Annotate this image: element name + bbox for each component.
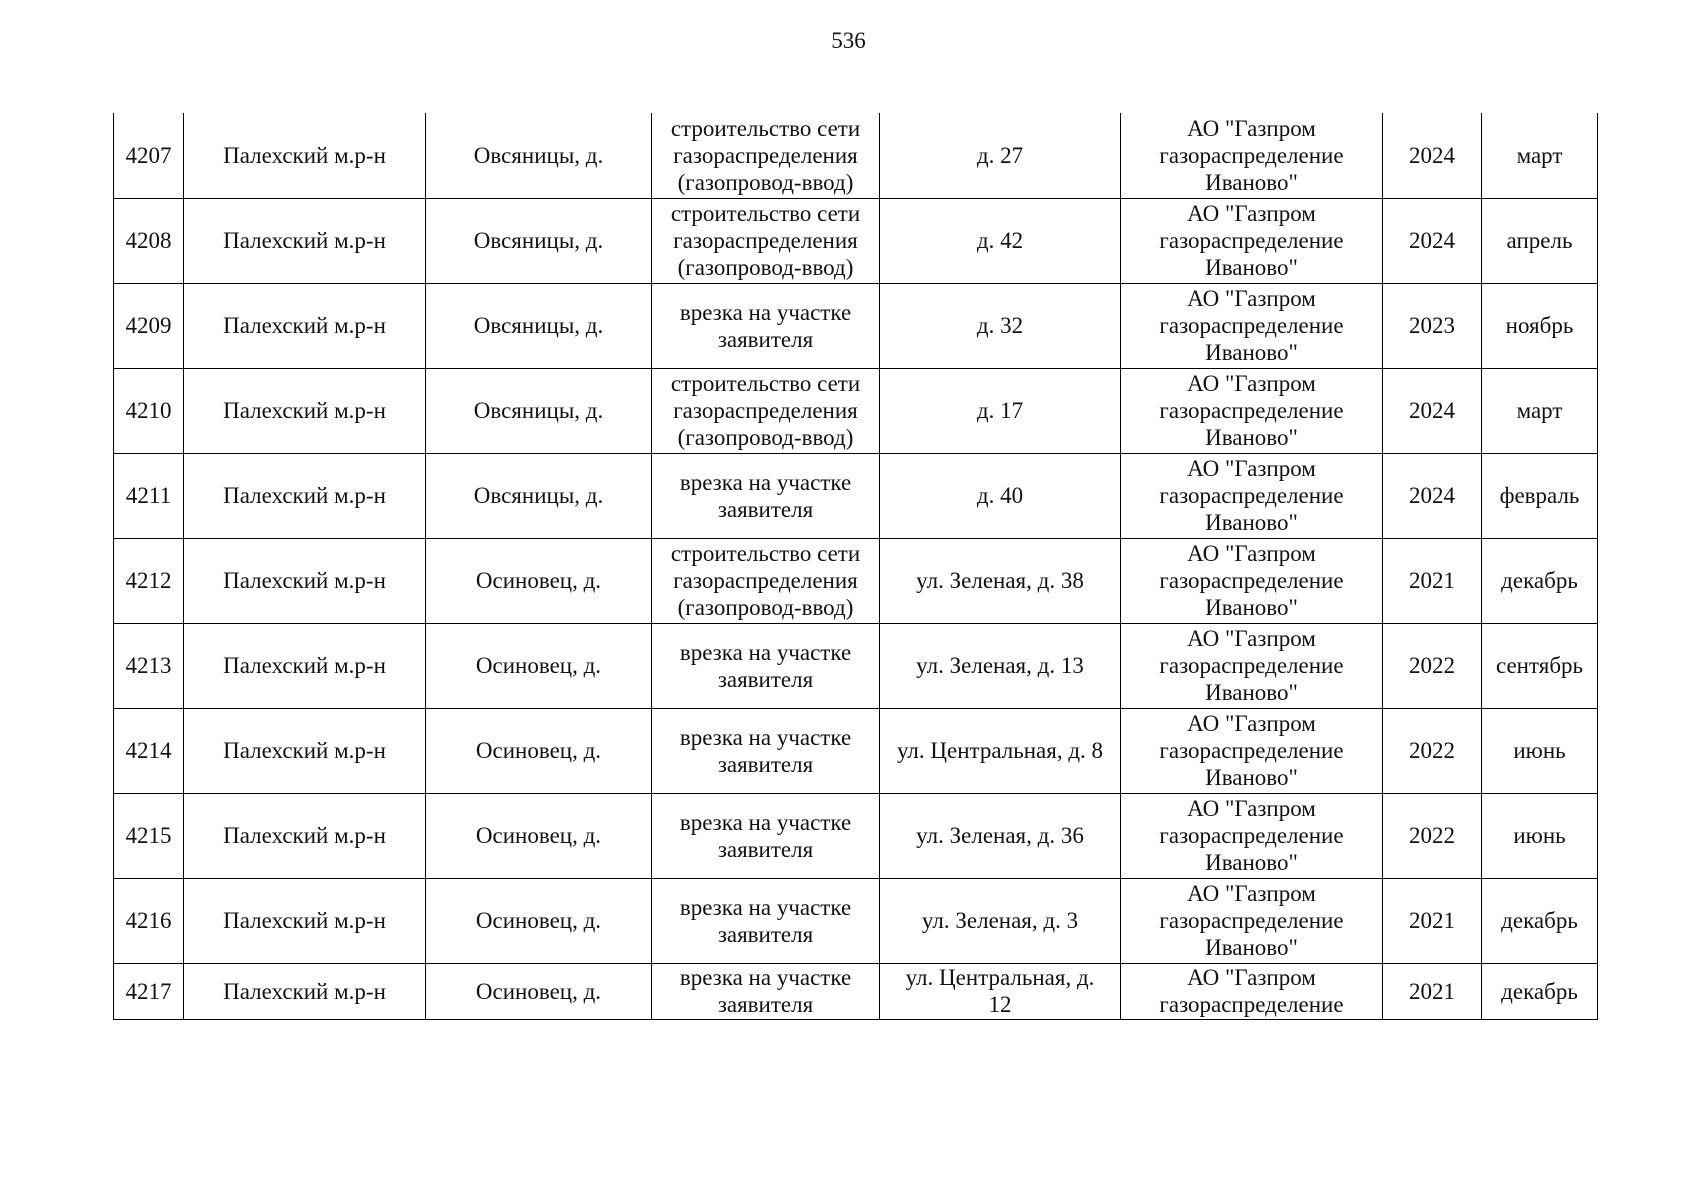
table-row <box>114 453 1598 538</box>
cell-work-type: строительство сети газораспределения (газопровод-ввод) <box>652 198 880 283</box>
cell-year: 2022 <box>1383 623 1482 708</box>
cell-month: март <box>1482 113 1598 198</box>
cell-number: 4210 <box>114 368 184 453</box>
cell-number: 4213 <box>114 623 184 708</box>
cell-work-type: врезка на участке заявителя <box>652 963 880 1019</box>
cell-settlement: Овсяницы, д. <box>426 283 652 368</box>
table-row <box>114 963 1598 1019</box>
cell-work-type: врезка на участке заявителя <box>652 283 880 368</box>
cell-address: д. 42 <box>880 198 1121 283</box>
cell-organization: АО "Газпром газораспределение Иваново" <box>1121 113 1383 198</box>
cell-organization: АО "Газпром газораспределение Иваново" <box>1121 793 1383 878</box>
table-row <box>114 623 1598 708</box>
cell-number: 4212 <box>114 538 184 623</box>
page-number: 536 <box>831 28 866 53</box>
cell-month: июнь <box>1482 793 1598 878</box>
cell-month: февраль <box>1482 453 1598 538</box>
cell-year: 2024 <box>1383 113 1482 198</box>
cell-number: 4209 <box>114 283 184 368</box>
cell-address: ул. Зеленая, д. 38 <box>880 538 1121 623</box>
cell-work-type: врезка на участке заявителя <box>652 453 880 538</box>
cell-organization: АО "Газпром газораспределение Иваново" <box>1121 538 1383 623</box>
cell-address: ул. Зеленая, д. 36 <box>880 793 1121 878</box>
cell-year: 2024 <box>1383 368 1482 453</box>
table-row <box>114 878 1598 963</box>
cell-organization: АО "Газпром газораспределение Иваново" <box>1121 708 1383 793</box>
cell-month: апрель <box>1482 198 1598 283</box>
cell-district: Палехский м.р-н <box>184 708 426 793</box>
cell-settlement: Осиновец, д. <box>426 878 652 963</box>
table-row <box>114 793 1598 878</box>
cell-settlement: Осиновец, д. <box>426 793 652 878</box>
cell-month: июнь <box>1482 708 1598 793</box>
cell-district: Палехский м.р-н <box>184 283 426 368</box>
cell-settlement: Овсяницы, д. <box>426 198 652 283</box>
cell-number: 4208 <box>114 198 184 283</box>
cell-work-type: строительство сети газораспределения (газопровод-ввод) <box>652 113 880 198</box>
cell-settlement: Осиновец, д. <box>426 963 652 1019</box>
cell-year: 2021 <box>1383 538 1482 623</box>
cell-month: март <box>1482 368 1598 453</box>
cell-address: д. 17 <box>880 368 1121 453</box>
cell-district: Палехский м.р-н <box>184 878 426 963</box>
cell-settlement: Овсяницы, д. <box>426 113 652 198</box>
table-row <box>114 283 1598 368</box>
cell-address: ул. Центральная, д. 12 <box>880 963 1121 1019</box>
cell-work-type: врезка на участке заявителя <box>652 793 880 878</box>
cell-district: Палехский м.р-н <box>184 368 426 453</box>
cell-year: 2022 <box>1383 708 1482 793</box>
cell-number: 4214 <box>114 708 184 793</box>
cell-year: 2023 <box>1383 283 1482 368</box>
cell-year: 2022 <box>1383 793 1482 878</box>
cell-settlement: Осиновец, д. <box>426 538 652 623</box>
cell-organization <box>1121 963 1383 1019</box>
table-row <box>114 198 1598 283</box>
cell-month: ноябрь <box>1482 283 1598 368</box>
cell-settlement: Осиновец, д. <box>426 623 652 708</box>
cell-work-type: врезка на участке заявителя <box>652 708 880 793</box>
cell-organization: АО "Газпром газораспределение Иваново" <box>1121 198 1383 283</box>
cell-year: 2024 <box>1383 453 1482 538</box>
cell-district: Палехский м.р-н <box>184 198 426 283</box>
cell-month: декабрь <box>1482 878 1598 963</box>
cell-work-type: строительство сети газораспределения (газопровод-ввод) <box>652 538 880 623</box>
cell-work-type: врезка на участке заявителя <box>652 623 880 708</box>
table-row <box>114 708 1598 793</box>
cell-district: Палехский м.р-н <box>184 623 426 708</box>
table-body <box>114 113 1598 1019</box>
cell-district: Палехский м.р-н <box>184 113 426 198</box>
cell-organization: АО "Газпром газораспределение Иваново" <box>1121 283 1383 368</box>
cell-district: Палехский м.р-н <box>184 453 426 538</box>
cell-year: 2024 <box>1383 198 1482 283</box>
cell-district: Палехский м.р-н <box>184 963 426 1019</box>
cell-settlement: Овсяницы, д. <box>426 368 652 453</box>
cell-organization-text: АО "Газпром газораспределение <box>1159 964 1344 1017</box>
cell-organization: АО "Газпром газораспределение Иваново" <box>1121 368 1383 453</box>
cell-district: Палехский м.р-н <box>184 538 426 623</box>
cell-number: 4207 <box>114 113 184 198</box>
cell-settlement: Осиновец, д. <box>426 708 652 793</box>
cell-address: д. 32 <box>880 283 1121 368</box>
table-row <box>114 113 1598 198</box>
cell-address: ул. Зеленая, д. 13 <box>880 623 1121 708</box>
cell-month: декабрь <box>1482 538 1598 623</box>
cell-work-type: строительство сети газораспределения (газопровод-ввод) <box>652 368 880 453</box>
cell-number: 4215 <box>114 793 184 878</box>
cell-number: 4217 <box>114 963 184 1019</box>
cell-month: декабрь <box>1482 963 1598 1019</box>
gas-connection-table <box>113 113 1598 1020</box>
cell-address: д. 40 <box>880 453 1121 538</box>
cell-organization: АО "Газпром газораспределение Иваново" <box>1121 623 1383 708</box>
cell-organization: АО "Газпром газораспределение Иваново" <box>1121 453 1383 538</box>
cell-address: ул. Центральная, д. 8 <box>880 708 1121 793</box>
table-row <box>114 368 1598 453</box>
cell-number: 4211 <box>114 453 184 538</box>
cell-work-type: врезка на участке заявителя <box>652 878 880 963</box>
cell-month: сентябрь <box>1482 623 1598 708</box>
cell-settlement: Овсяницы, д. <box>426 453 652 538</box>
cell-year: 2021 <box>1383 963 1482 1019</box>
cell-organization: АО "Газпром газораспределение Иваново" <box>1121 878 1383 963</box>
cell-district: Палехский м.р-н <box>184 793 426 878</box>
cell-address: ул. Зеленая, д. 3 <box>880 878 1121 963</box>
table-row <box>114 538 1598 623</box>
cell-number: 4216 <box>114 878 184 963</box>
cell-year: 2021 <box>1383 878 1482 963</box>
cell-address: д. 27 <box>880 113 1121 198</box>
